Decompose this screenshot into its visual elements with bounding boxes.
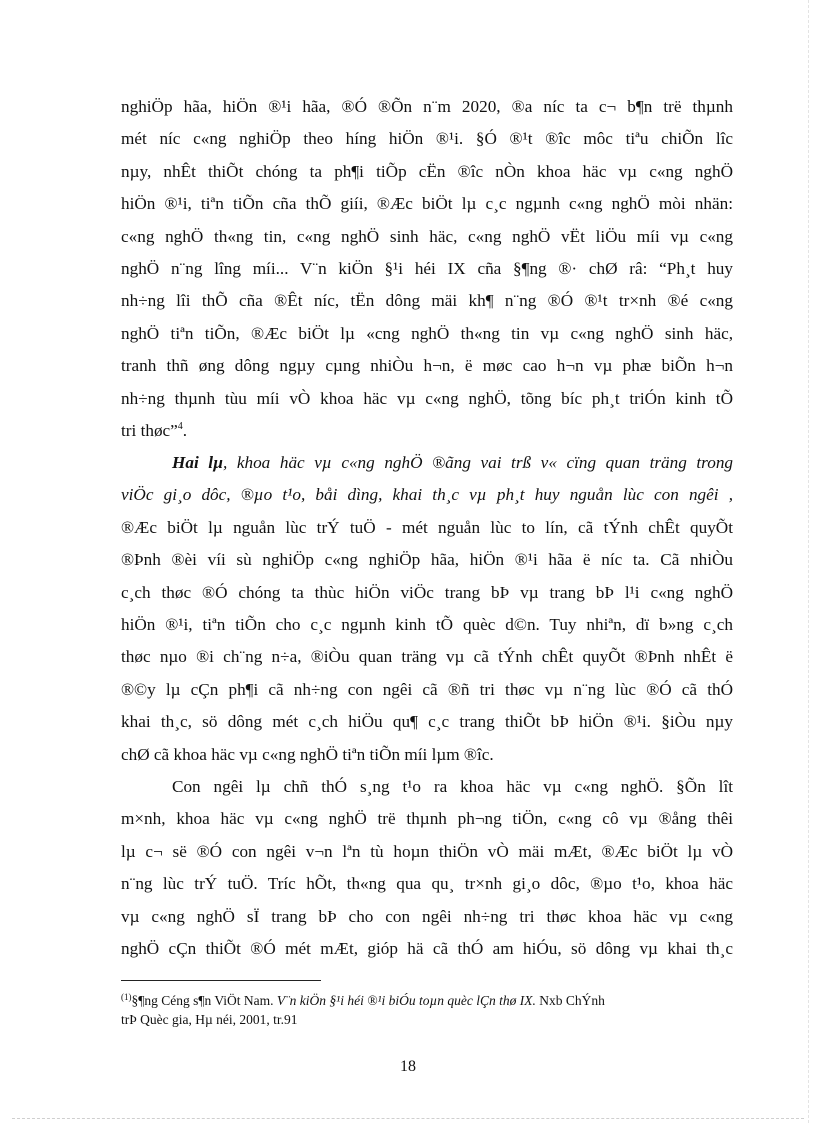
paragraph-2 xyxy=(121,447,733,771)
paragraph-1-line: nµy, nhÊt thiÕt chóng ta ph¶i tiÕp cËn ®îc nÒn khoa häc vµ c«ng nghÖ xyxy=(121,161,733,181)
paragraph-1-line: c«ng nghÖ th«ng tin, c«ng nghÖ sinh häc, c«ng nghÖ vËt liÖu míi vµ c«ng xyxy=(121,226,733,246)
footnote xyxy=(121,991,733,1029)
footnote-publisher: Nxb ChÝnh xyxy=(535,993,605,1008)
paragraph-1-line: nh÷ng lîi thÕ cña ®Êt níc, tËn dông mäi kh¶ n¨ng ®Ó ®¹t tr×nh ®é c«ng xyxy=(121,291,733,311)
paragraph-2-line: hiÖn ®¹i, tiªn tiÕn cho c¸c ngµnh kinh tÕ quèc d©n. Tuy nhiªn, dï b»ng c¸ch xyxy=(121,614,733,634)
paragraph-2-line: c¸ch thøc ®Ó chóng ta thùc hiÖn viÖc trang bÞ vµ trang bÞ l¹i c«ng nghÖ xyxy=(121,582,733,602)
page-border-bottom xyxy=(12,1118,804,1119)
footnote-title: V¨n kiÖn §¹i héi ®¹i biÓu toµn quèc lÇn thø IX. xyxy=(276,993,536,1008)
footnote-author: §¶ng Céng s¶n ViÖt Nam. xyxy=(131,993,277,1008)
paragraph-1-line: nghÖ n¨ng lîng míi... V¨n kiÖn §¹i héi IX cña §¶ng ®· chØ râ: “Ph¸t huy xyxy=(121,258,733,278)
paragraph-2-line: ®Þnh ®èi víi sù nghiÖp c«ng nghiÖp hãa, hiÖn ®¹i hãa ë níc ta. Cã nhiÒu xyxy=(121,550,733,570)
paragraph-3 xyxy=(121,771,733,965)
paragraph-2-line: thøc nµo ®i ch¨ng n÷a, ®iÒu quan träng vµ cã tÝnh chÊt quyÕt ®Þnh nhÊt ë xyxy=(121,647,733,667)
page-number: 18 xyxy=(400,1058,416,1075)
paragraph-3-line: m×nh, khoa häc vµ c«ng nghÖ trë thµnh ph¬ng tiÖn, c«ng cô vµ ®ång thêi xyxy=(121,809,733,829)
paragraph-1 xyxy=(121,91,733,447)
paragraph-2-italic-line: viÖc gi¸o dôc, ®µo t¹o, båi dìng, khai th¸c vµ ph¸t huy nguån lùc con ngêi , xyxy=(121,485,733,505)
footnote-mark: (1) xyxy=(121,992,132,1002)
paragraph-2-line xyxy=(121,447,733,479)
paragraph-3-line: nghÖ cÇn thiÕt ®Ó mét mÆt, gióp hä cã thÓ am hiÓu, sö dông vµ khai th¸c xyxy=(121,938,733,958)
paragraph-1-line: mét níc c«ng nghiÖp theo híng hiÖn ®¹i. §Ó ®¹t ®îc môc tiªu chiÕn lîc xyxy=(121,129,733,149)
paragraph-2-line: chØ cã khoa häc vµ c«ng nghÖ tiªn tiÕn míi lµm ®îc. xyxy=(121,744,494,764)
paragraph-3-line: lµ c¬ së ®Ó con ngêi v¬n lªn tù hoµn thiÖn vÒ mäi mÆt, ®Æc biÖt lµ vÒ xyxy=(121,841,733,861)
paragraph-2-line: khai th¸c, sö dông mét c¸ch hiÖu qu¶ c¸c trang thiÕt bÞ hiÖn ®¹i. §iÒu nµy xyxy=(121,712,733,732)
paragraph-2-lead: Hai lµ xyxy=(172,453,223,472)
paragraph-3-line: Con ngêi lµ chñ thÓ s¸ng t¹o ra khoa häc vµ c«ng nghÖ. §Õn lît xyxy=(172,777,733,796)
sentence-end: . xyxy=(182,420,188,440)
paragraph-1-line: nh÷ng thµnh tùu míi vÒ khoa häc vµ c«ng nghÖ, tõng bíc ph¸t triÓn kinh tÕ xyxy=(121,388,733,408)
paragraph-1-line: hiÖn ®¹i, tiªn tiÕn cña thÕ giíi, ®Æc biÖt lµ c¸c ngµnh c«ng nghÖ mòi nhän: xyxy=(121,194,733,214)
paragraph-2-italic-line: , khoa häc vµ c«ng nghÖ ®ãng vai trß v« cïng quan träng trong xyxy=(223,453,734,472)
paragraph-1-line: nghiÖp hãa, hiÖn ®¹i hãa, ®Ó ®Õn n¨m 2020, ®a níc ta c¬ b¶n trë thµnh xyxy=(121,97,733,116)
paragraph-3-line: n¨ng lùc trÝ tuÖ. Tríc hÕt, th«ng qua qu¸ tr×nh gi¸o dôc, ®µo t¹o, khoa häc xyxy=(121,874,733,894)
paragraph-1-line: tri thøc” xyxy=(121,420,178,440)
footnote-line xyxy=(121,991,733,1010)
page-border-right xyxy=(808,0,809,1123)
paragraph-3-line: vµ c«ng nghÖ sÏ trang bÞ cho con ngêi nh÷ng tri thøc khoa häc vµ c«ng xyxy=(121,906,733,926)
paragraph-2-line: ®Æc biÖt lµ nguån lùc trÝ tuÖ - mét nguån lùc to lín, cã tÝnh chÊt quyÕt xyxy=(121,517,733,537)
footnote-separator xyxy=(121,980,321,981)
paragraph-1-line: tranh thñ øng dông ngµy cµng nhiÒu h¬n, ë møc cao h¬n vµ phæ biÕn h¬n xyxy=(121,356,733,376)
paragraph-2-line: ®©y lµ cÇn ph¶i cã nh÷ng con ngêi cã ®ñ tri thøc vµ n¨ng lùc ®Ó cã thÓ xyxy=(121,679,733,699)
paragraph-1-line: nghÖ tiªn tiÕn, ®Æc biÖt lµ «cng nghÖ th«ng tin vµ c«ng nghÖ sinh häc, xyxy=(121,323,733,343)
footnote-line: trÞ Quèc gia, Hµ néi, 2001, tr.91 xyxy=(121,1012,298,1027)
paragraph-1-last-line xyxy=(121,415,733,447)
footnote-reference: 4 xyxy=(177,420,183,432)
